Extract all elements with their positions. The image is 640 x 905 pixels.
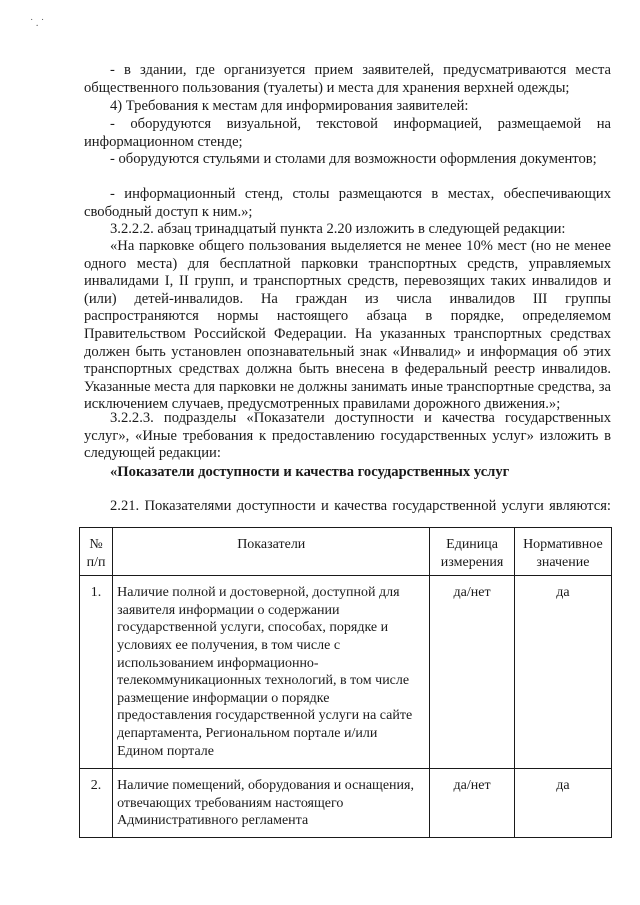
paragraph-chairs-tables: - оборудуются стульями и столами для возможности оформления документов;	[110, 151, 597, 167]
paragraph-info-requirements: 4) Требования к местам для информирования заявителей:	[110, 98, 469, 114]
table-row	[80, 769, 612, 838]
row-norm: да	[514, 576, 611, 769]
paragraph-info-stand: - информационный стенд, столы размещаются в местах, обеспечивающих свободный доступ к ним.»;	[84, 186, 611, 220]
header-indicator: Показатели	[113, 528, 430, 576]
header-norm: Нормативное значение	[514, 528, 611, 576]
paragraph-amendment-3223: 3.2.2.3. подразделы «Показатели доступности и качества государственных услуг», «Иные требования к предоставлению государственных услуг» изложить в следующей редакции:	[84, 410, 611, 462]
table-header-row	[80, 528, 612, 576]
row-num: 2.	[80, 769, 113, 838]
table-row	[80, 576, 612, 769]
section-heading: «Показатели доступности и качества государственных услуг	[110, 464, 510, 480]
row-norm: да	[514, 769, 611, 838]
paragraph-221-intro: 2.21. Показателями доступности и качества государственной услуги являются:	[110, 498, 611, 514]
header-num: № п/п	[80, 528, 113, 576]
paragraph-parking-quote: «На парковке общего пользования выделяется не менее 10% мест (но не менее одного места) для бесплатной парковки транспортных средств, управляемых инвалидами I, II групп, и транспортных средств, перевозящих таких инвалидов и (или) детей-инвалидов. На граждан из числа инвалидов III группы распространяются нормы настоящего абзаца в порядке, определяемом Правительством Российской Федерации. На указанных транспортных средствах должен быть установлен опознавательный знак «Инвалид» и информация об этих транспортных средствах должна быть внесена в федеральный реестр инвалидов. Указанные места для парковки не должны занимать иные транспортные средства, за исключением случаев, предусмотренных правилами дорожного движения.»;	[84, 238, 611, 413]
row-num: 1.	[80, 576, 113, 769]
scan-artifact-mark: ˙ . ˙	[30, 18, 45, 29]
paragraph-building-facilities: - в здании, где организуется прием заявителей, предусматриваются места общественного пользования (туалеты) и места для хранения верхней одежды;	[84, 62, 611, 96]
paragraph-visual-info: - оборудуются визуальной, текстовой информацией, размещаемой на информационном стенде;	[84, 116, 611, 150]
row-unit: да/нет	[430, 769, 514, 838]
row-unit: да/нет	[430, 576, 514, 769]
indicators-table	[79, 527, 612, 838]
row-indicator: Наличие полной и достоверной, доступной для заявителя информации о содержании государственной услуги, способах, порядке и условиях ее получения, в том числе с использованием информационно-телекоммуникационных технологий, в том числе размещение информации о порядке предоставления государственной услуги на сайте департамента, Региональном портале и/или Едином портале	[113, 576, 430, 769]
row-indicator: Наличие помещений, оборудования и оснащения, отвечающих требованиям настоящего Административного регламента	[113, 769, 430, 838]
header-unit: Единица измерения	[430, 528, 514, 576]
paragraph-amendment-3222: 3.2.2.2. абзац тринадцатый пункта 2.20 изложить в следующей редакции:	[110, 221, 566, 237]
